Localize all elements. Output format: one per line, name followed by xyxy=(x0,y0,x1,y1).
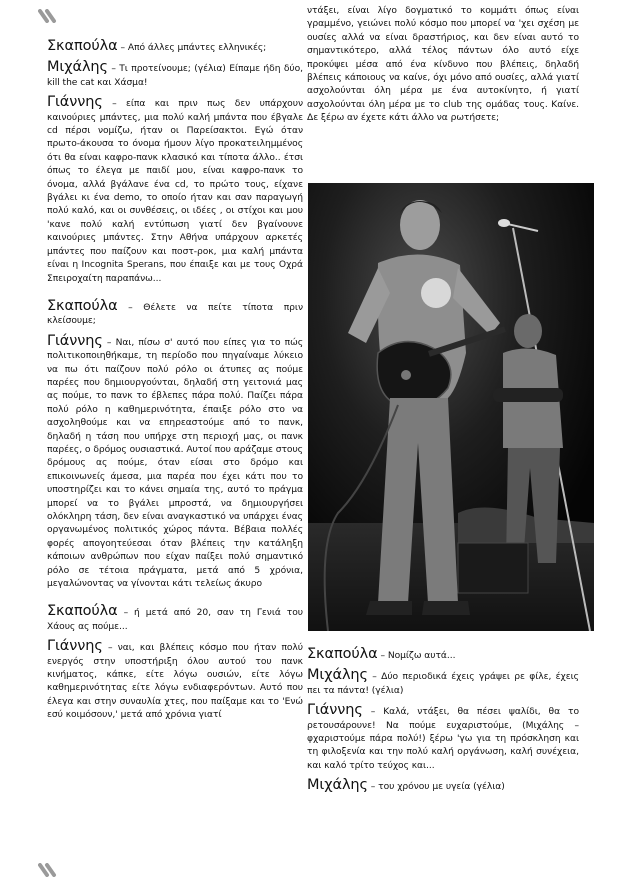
dialogue-paragraph xyxy=(307,669,579,698)
dialogue-paragraph xyxy=(47,40,303,55)
speaker-name: Μιχάλης xyxy=(307,667,368,684)
dialogue-paragraph xyxy=(47,640,303,722)
dialogue-text: – ναι, και βλέπεις κόσμο που ήταν πολύ ενεργός στην υποστήριξη όλου αυτού του πανκ κινήματος, κάπκε, είτε λόγω ουσιών, είτε λόγω καθημερινότητας είτε λόγω ενδιαφερόντων. Αυτό που έλεγα και στην συναυλία χτες, που παίξαμε και το 'Ενώ εσύ κοιμόσουν,' μετά από χρόνια γιατί xyxy=(47,643,303,721)
dialogue-text: – Νομίζω αυτά... xyxy=(377,651,456,661)
speaker-name: Γιάννης xyxy=(47,94,103,111)
dialogue-paragraph xyxy=(307,648,579,663)
dialogue-paragraph xyxy=(47,332,303,592)
dialogue-paragraph xyxy=(47,297,303,329)
interview-right-column-top xyxy=(307,5,579,132)
dialogue-paragraph xyxy=(307,704,579,773)
interview-right-column-bottom xyxy=(307,648,579,801)
speaker-name: Μιχάλης xyxy=(47,59,108,76)
dialogue-text: – Τι προτείνουμε; (γέλια) Είπαμε ήδη δύο, kill the cat και Χάσμα! xyxy=(47,64,303,88)
dialogue-paragraph xyxy=(47,96,303,286)
dialogue-paragraph xyxy=(47,605,303,634)
speaker-name: Σκαπούλα xyxy=(47,603,118,620)
dialogue-text: – είπα και πριν πως δεν υπάρχουν καινούριες μπάντες, μια πολύ καλή μπάντα που έβγαλε cd πέρσι νομίζω, ήταν οι Παρείσακτοι. Εγώ όταν πρωτο-άκουσα το όνομα ήμουν λίγο προκατειλημμένος ότι θα είναι καφρο-πανκ κλασικό και τίποτα άλλο.. έτσι όπως το έλεγα με παιδί μου, είναι καφρο-πανκ το όνομα, αλλά βγάλανε ένα cd, το πρώτο τους, είχανε βγάλει κι ένα demo, το οποίο ήταν και σαν παραγωγή πολύ καλό, και οι συνθέσεις, οι ιδέες , οι στίχοι και μου 'κανε πολύ καλή εντύπωση γιατί δεν βγαίνουνε καινούριες μπάντες. Στην Αθήνα υπάρχουν αρκετές μπάντες που παίζουν και ποστ-ροκ, μια καλή μπάντα είναι η Incognita Sperans, που έπαιξε και με τους Οχρά Σπειροχαίτη παραπάνω... xyxy=(47,99,303,284)
dialogue-text: – Καλά, ντάξει, θα πέσει ψαλίδι, θα το ρετουσάρουνε! Να πούμε ευχαριστούμε, (Μιχάλης – φχαριστούμε πάρα πολύ!) ξέρω 'γω για τη πρόσκληση και τη φιλοξενία και την πολύ καλή οργάνωση, καλή συνέχεια, και καλό τρίτο τεύχος και... xyxy=(307,707,579,771)
interview-left-column xyxy=(47,40,303,729)
footer-slash-mark-icon xyxy=(38,862,62,881)
dialogue-text: – Θέλετε να πείτε τίποτα πριν κλείσουμε; xyxy=(47,302,303,327)
speaker-name: Μιχάλης xyxy=(307,777,368,794)
speaker-name: Σκαπούλα xyxy=(307,646,378,662)
concert-photo xyxy=(308,183,594,631)
dialogue-paragraph xyxy=(307,779,579,794)
speaker-name: Σκαπούλα xyxy=(47,38,118,54)
guitarist-photo-icon xyxy=(308,183,594,631)
continued-paragraph: ντάξει, είναι λίγο δογματικό το κομμάτι όπως είναι γραμμένο, γειώνει πολύ κόσμο που μπορεί να 'χει σχέση με ουσίες αλλά να είναι δραστήριος, και δεν είναι αυτό το σημαντικότερο, αλλά τέλος πάντων όλο αυτό είχε προκύψει μέσα από ένα κίνδυνο που βλέπεις, δηλαδή βλέπεις κάποιους να καίνε, όχι μόνο από ουσίες, αλλά γιατί ασχολούνται όλη μέρα με ένα αυτοκίνητο, ή γιατί ασχολούνται όλη μέρα με το club της ομάδας τους. Καίνε. Δε ξέρω αν έχετε κάτι άλλο να ρωτήσετε; xyxy=(307,6,579,124)
speaker-name: Γιάννης xyxy=(47,638,103,655)
speaker-name: Γιάννης xyxy=(47,332,103,349)
dialogue-text: – του χρόνου με υγεία (γέλια) xyxy=(367,782,505,793)
speaker-name: Γιάννης xyxy=(307,702,363,719)
corner-slash-mark-icon xyxy=(38,8,62,27)
dialogue-text: – Δύο περιοδικά έχεις γράψει ρε φίλε, έχεις πει τα πάντα! (γέλια) xyxy=(307,672,579,696)
dialogue-text: – ή μετά από 20, σαν τη Γενιά του Χάους ας πούμε... xyxy=(47,608,303,632)
dialogue-paragraph xyxy=(47,61,303,90)
dialogue-text: – Από άλλες μπάντες ελληνικές; xyxy=(117,43,267,53)
speaker-name: Σκαπούλα xyxy=(47,297,118,314)
dialogue-text: – Ναι, πίσω σ' αυτό που είπες για το πώς πολιτικοποιηθήκαμε, τη περίοδο που πηγαίναμε λύκειο να πω ότι παίζουν πολύ ρόλο οι άτυπες ας πούμε παρέες που δημιουργούνται, δηλαδή στη γειτονιά μας ας πούμε, το πανκ το έβλεπες πάρα πολύ. Παίζει πάρα πολύ ρόλο η καθημερινότητα, έπαιξε ρόλο στο να ασχοληθούμε και να επηρεαστούμε από το πανκ, δηλαδή η τάση που υπήρχε στη περιοχή μας, οι πανκ παρέες, ο δρόμος ουσιαστικά. Αυτοί που αράζαμε στους δρόμους ας πούμε, όταν είσαι στο δρόμο και επικοινωνείς άμεσα, μια παρέα που έχει κάτι που το υποστηρίζει και το κάνει σημαία της, αυτό το πράγμα μπορεί να το βγάλει μπροστά, να δημιουργήσει ολόκληρη τάση, δεν είναι αναγκαστικό να υπάρχει ένας οργανωμένος πολιτικός χώρος πάντα. Βέβαια πολλές φορές απογοητεύεσαι όταν βλέπεις την κατάληξη κάποιων ανθρώπων που είχαν παίξει πολύ σημαντικό ρόλο σε τέτοια πράγματα, μετά από 5 χρόνια, μεγαλώνοντας να γίνονται κάτι τελείως άκυρο xyxy=(47,337,303,590)
